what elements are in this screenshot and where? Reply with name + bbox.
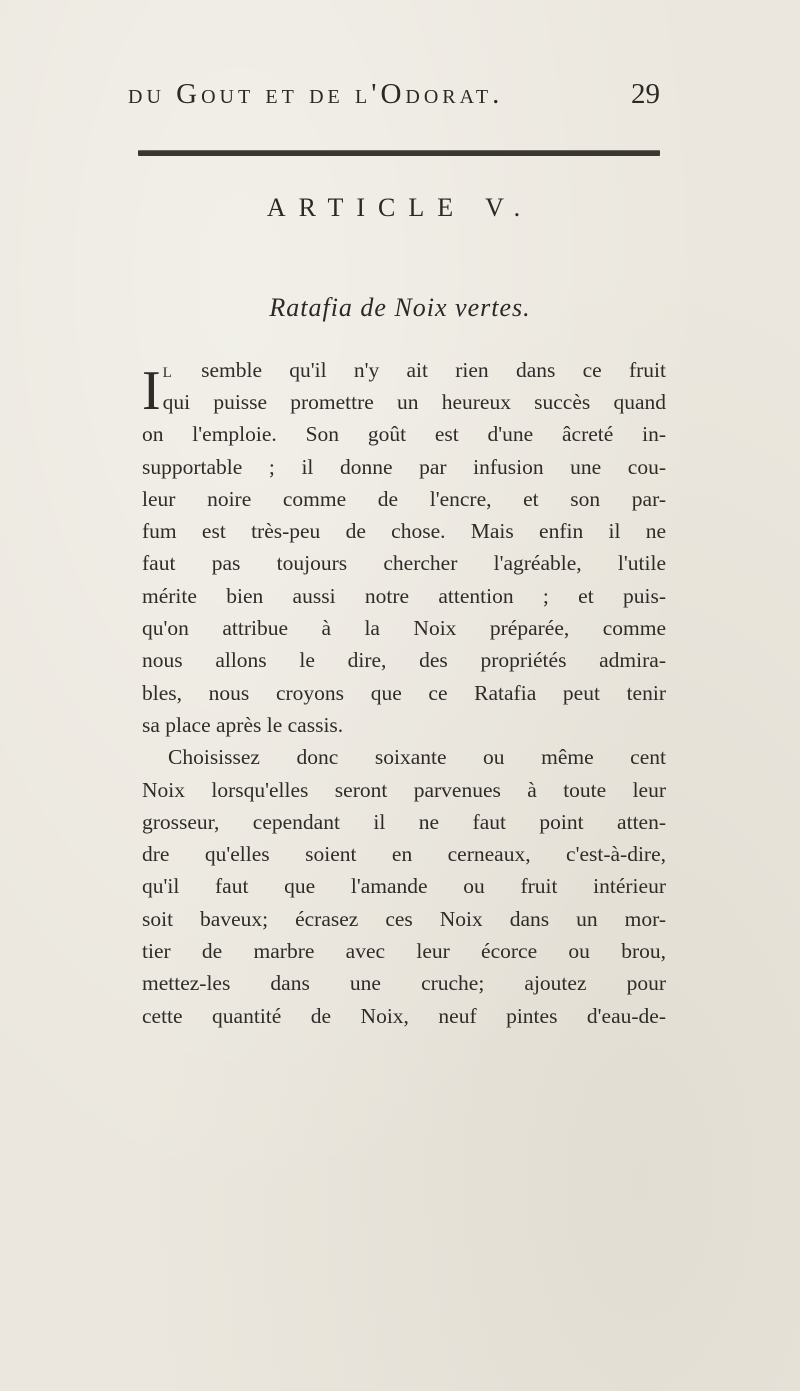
- text-line: mérite bien aussi notre attention ; et puis-: [142, 583, 666, 608]
- drop-cap: I: [142, 360, 161, 422]
- drop-cap-continuation: L: [162, 365, 174, 381]
- running-head-title: du Gout et de l'Odorat.: [128, 78, 504, 110]
- text-line: nous allons le dire, des propriétés admira-: [142, 648, 666, 673]
- text-line: qu'il faut que l'amande ou fruit intérieur: [142, 874, 666, 899]
- running-head: [128, 78, 660, 118]
- header-rule: [138, 150, 660, 156]
- text-line: grosseur, cependant il ne faut point atten-: [142, 809, 666, 834]
- text-line: supportable ; il donne par infusion une cou-: [142, 454, 666, 479]
- article-subtitle: Ratafia de Noix vertes.: [269, 293, 531, 322]
- text-line: qu'on attribue à la Noix préparée, comme: [142, 616, 666, 641]
- text-line: cette quantité de Noix, neuf pintes d'eau-de-: [142, 1003, 666, 1028]
- text-line: Noix lorsqu'elles seront parvenues à toute leur: [142, 777, 666, 802]
- text-line: Choisissez donc soixante ou même cent: [168, 745, 666, 770]
- text-line: faut pas toujours chercher l'agréable, l'utile: [142, 551, 666, 576]
- text-line: on l'emploie. Son goût est d'une âcreté in-: [142, 422, 666, 447]
- text-line: mettez-les dans une cruche; ajoutez pour: [142, 971, 666, 996]
- text-line-content: semble qu'il n'y ait rien dans ce fruit: [173, 358, 666, 382]
- page-number: 29: [631, 78, 660, 110]
- text-line: leur noire comme de l'encre, et son par-: [142, 486, 666, 511]
- text-line: qui puisse promettre un heureux succès quand: [162, 390, 666, 414]
- text-line: dre qu'elles soient en cerneaux, c'est-à-dire,: [142, 842, 666, 867]
- article-heading: ARTICLE V.: [266, 193, 534, 222]
- text-line: fum est très-peu de chose. Mais enfin il ne: [142, 519, 666, 544]
- paragraph-2: [142, 741, 666, 1032]
- text-line: soit baveux; écrasez ces Noix dans un mor-: [142, 906, 666, 931]
- paragraph-1: [142, 340, 666, 741]
- text-line: sa place après le cassis.: [142, 712, 344, 737]
- body-text: [142, 340, 666, 1032]
- text-line: tier de marbre avec leur écorce ou brou,: [142, 939, 666, 964]
- text-line: bles, nous croyons que ce Ratafia peut tenir: [142, 680, 666, 705]
